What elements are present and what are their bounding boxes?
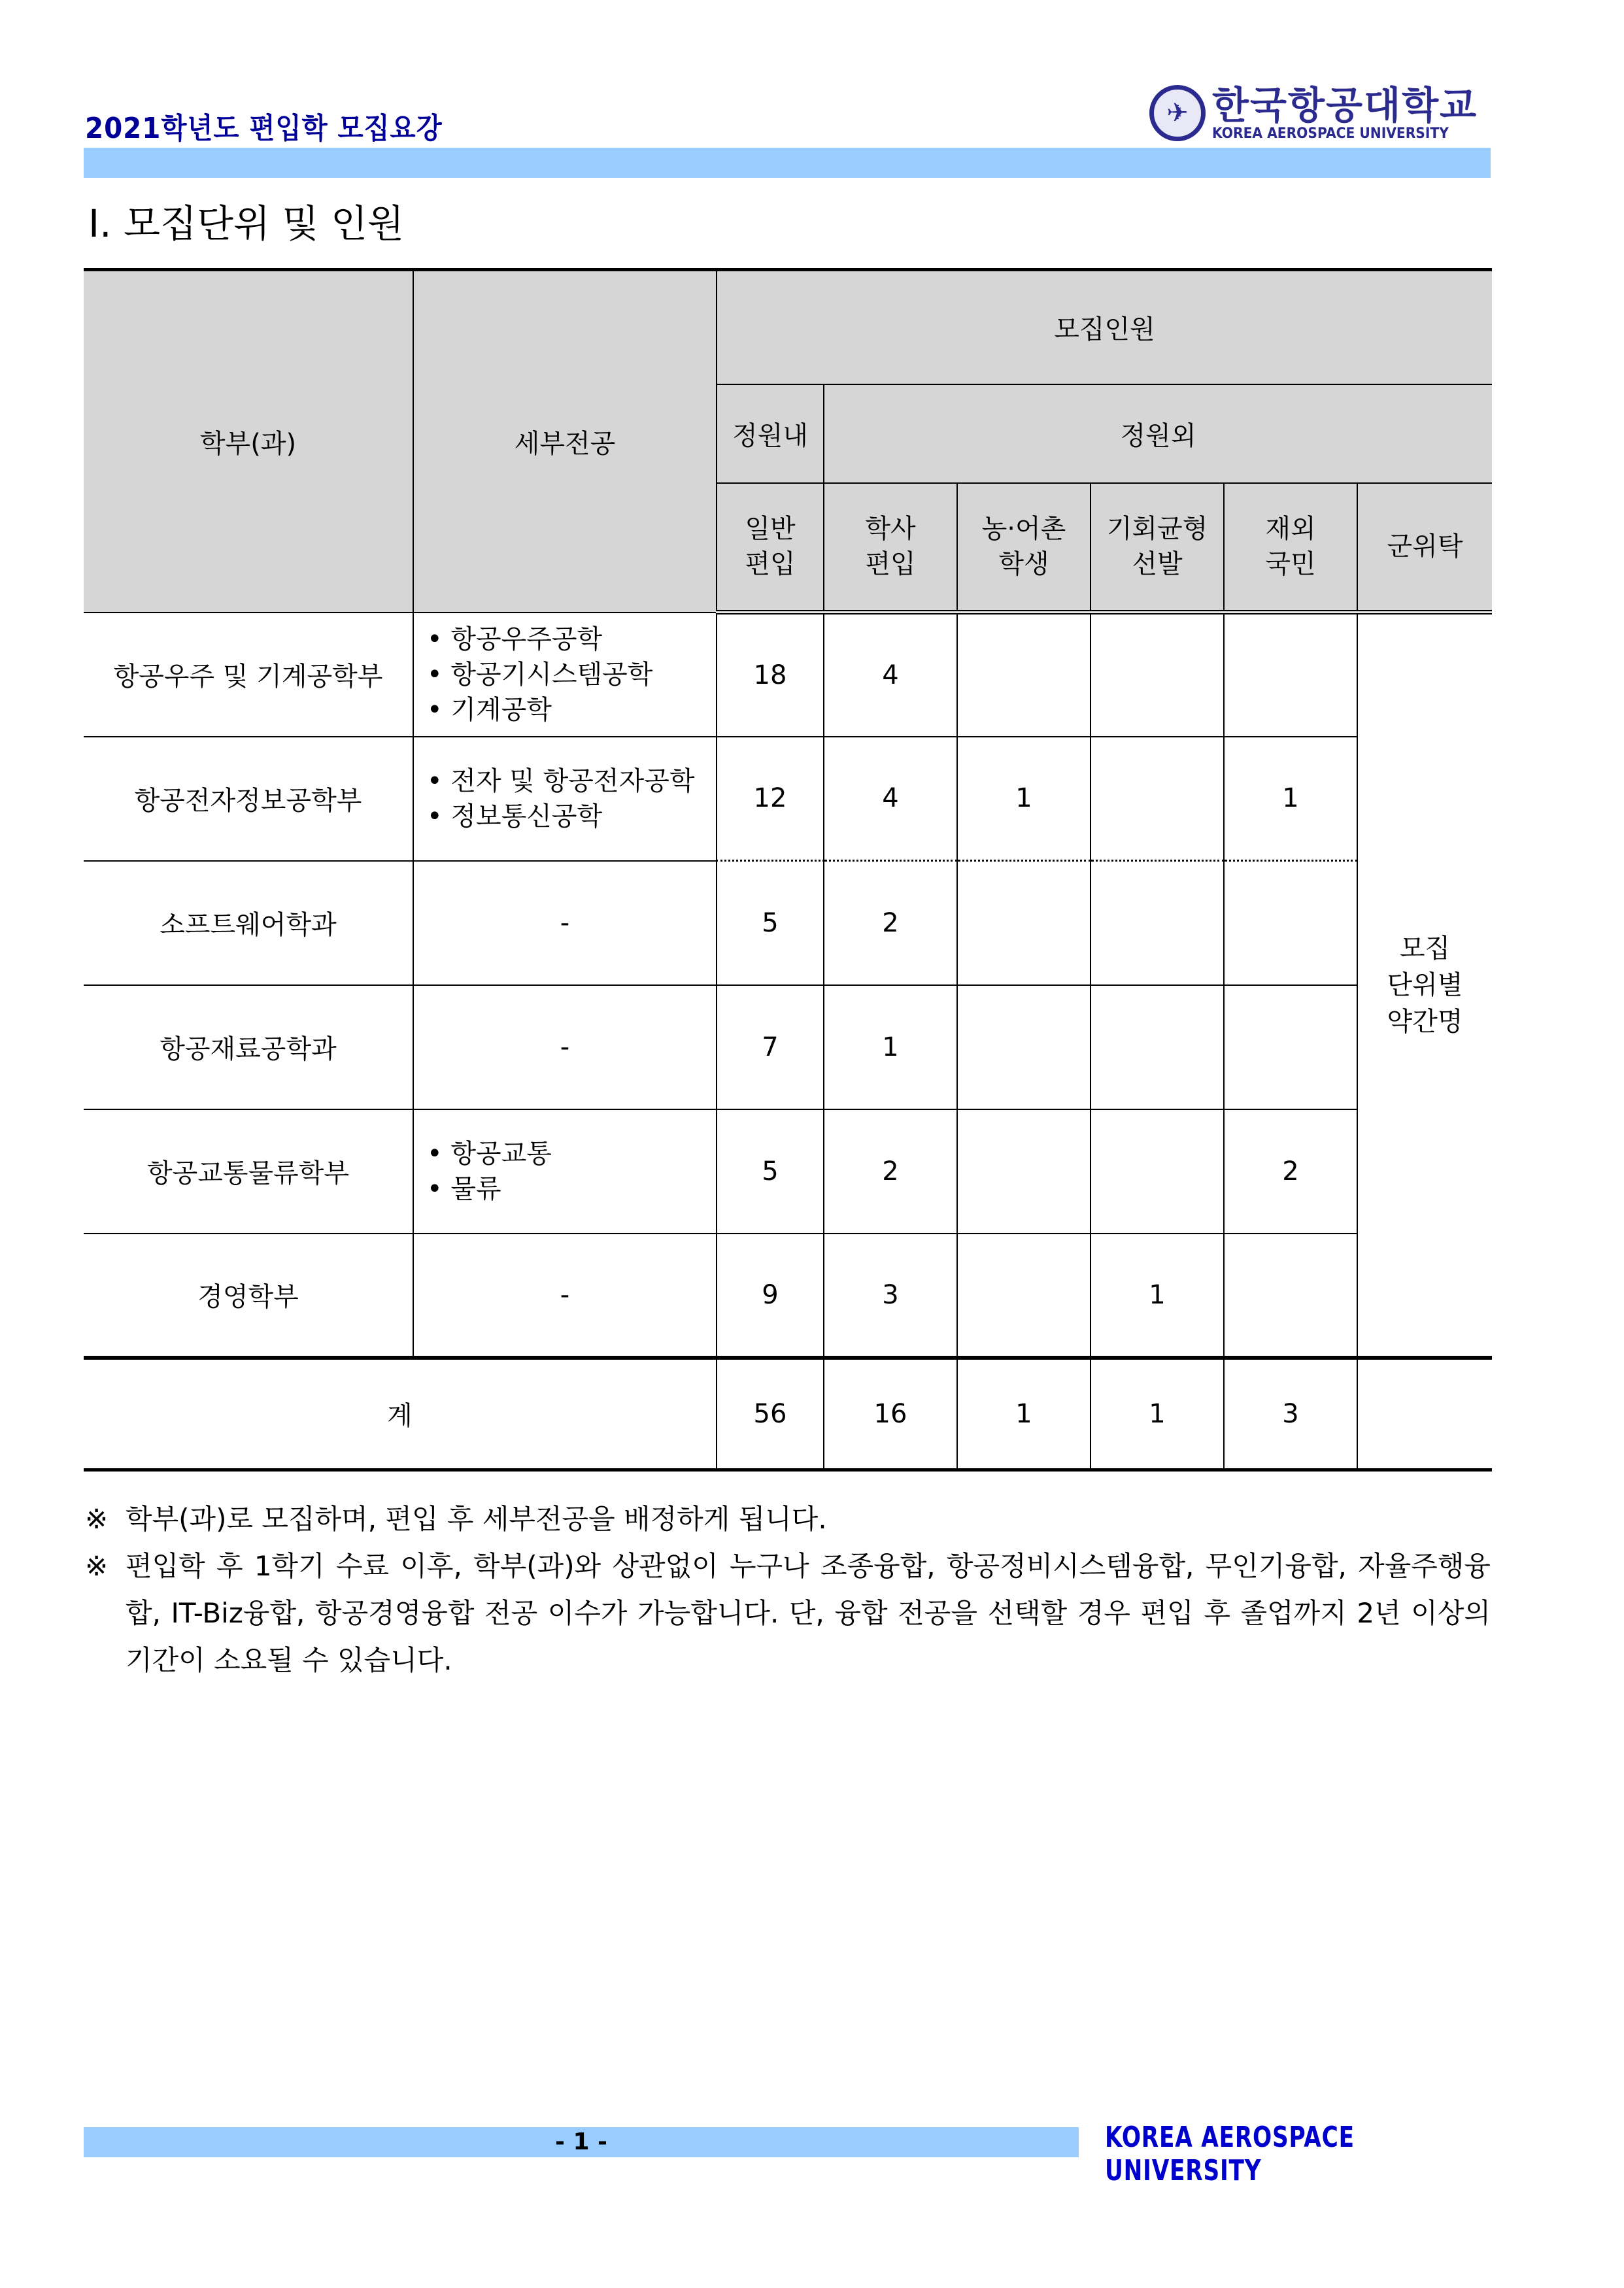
overseas-count: 1 bbox=[1224, 737, 1357, 861]
header-rural-student: 농·어촌 학생 bbox=[957, 483, 1091, 613]
header-bar bbox=[84, 148, 1491, 178]
total-general: 56 bbox=[717, 1358, 824, 1470]
department-name: 항공우주 및 기계공학부 bbox=[84, 613, 413, 737]
major-list bbox=[413, 613, 717, 737]
department-name: 항공재료공학과 bbox=[84, 985, 413, 1109]
total-military bbox=[1357, 1358, 1492, 1470]
table-row bbox=[84, 1234, 1492, 1358]
bachelor-count: 2 bbox=[824, 861, 957, 985]
emblem-icon: ✈ bbox=[1149, 85, 1206, 141]
note-item bbox=[85, 1496, 1491, 1543]
major-item: • 정보통신공학 bbox=[427, 799, 716, 834]
header-overseas-korean: 재외 국민 bbox=[1224, 483, 1357, 613]
rural-count: 1 bbox=[957, 737, 1091, 861]
total-row bbox=[84, 1358, 1492, 1470]
total-bachelor: 16 bbox=[824, 1358, 957, 1470]
logo-korean-name: 한국항공대학교 bbox=[1212, 83, 1478, 127]
note-item bbox=[85, 1543, 1491, 1684]
major-item: • 물류 bbox=[427, 1171, 716, 1207]
header-in-quota: 정원내 bbox=[717, 384, 824, 483]
rural-count bbox=[957, 985, 1091, 1109]
major-item: • 항공교통 bbox=[427, 1136, 716, 1171]
major-none: - bbox=[413, 985, 717, 1109]
total-equal: 1 bbox=[1091, 1358, 1224, 1470]
table-row bbox=[84, 613, 1492, 737]
overseas-count: 2 bbox=[1224, 1109, 1357, 1234]
general-count: 7 bbox=[717, 985, 824, 1109]
major-list bbox=[413, 1109, 717, 1234]
table-row bbox=[84, 861, 1492, 985]
table-row bbox=[84, 737, 1492, 861]
military-note: 모집 단위별 약간명 bbox=[1357, 613, 1492, 1358]
section-title: Ⅰ. 모집단위 및 인원 bbox=[88, 201, 405, 246]
bachelor-count: 4 bbox=[824, 613, 957, 737]
major-none: - bbox=[413, 861, 717, 985]
overseas-count bbox=[1224, 861, 1357, 985]
reference-mark: ※ bbox=[85, 1550, 109, 1582]
recruitment-table bbox=[84, 268, 1492, 1472]
rural-count bbox=[957, 1234, 1091, 1358]
total-rural: 1 bbox=[957, 1358, 1091, 1470]
note-text: 학부(과)로 모집하며, 편입 후 세부전공을 배정하게 됩니다. bbox=[126, 1503, 827, 1535]
department-name: 소프트웨어학과 bbox=[84, 861, 413, 985]
notes bbox=[85, 1496, 1491, 1684]
major-item: • 항공우주공학 bbox=[427, 622, 716, 657]
header-major: 세부전공 bbox=[413, 270, 717, 613]
reference-mark: ※ bbox=[85, 1503, 109, 1535]
department-name: 경영학부 bbox=[84, 1234, 413, 1358]
document-title: 2021학년도 편입학 모집요강 bbox=[85, 112, 443, 145]
bachelor-count: 1 bbox=[824, 985, 957, 1109]
university-logo bbox=[1149, 77, 1478, 149]
general-count: 9 bbox=[717, 1234, 824, 1358]
equal-count bbox=[1091, 1109, 1224, 1234]
rural-count bbox=[957, 861, 1091, 985]
major-none: - bbox=[413, 1234, 717, 1358]
major-item: • 항공기시스템공학 bbox=[427, 657, 716, 692]
department-name: 항공전자정보공학부 bbox=[84, 737, 413, 861]
rural-count bbox=[957, 613, 1091, 737]
overseas-count bbox=[1224, 985, 1357, 1109]
header-equal-opportunity: 기회균형 선발 bbox=[1091, 483, 1224, 613]
header-recruit: 모집인원 bbox=[717, 270, 1492, 384]
equal-count bbox=[1091, 985, 1224, 1109]
header-department: 학부(과) bbox=[84, 270, 413, 613]
bachelor-count: 2 bbox=[824, 1109, 957, 1234]
header-bachelor-transfer: 학사 편입 bbox=[824, 483, 957, 613]
general-count: 5 bbox=[717, 1109, 824, 1234]
general-count: 18 bbox=[717, 613, 824, 737]
equal-count bbox=[1091, 861, 1224, 985]
table-row bbox=[84, 1109, 1492, 1234]
header-out-quota: 정원외 bbox=[824, 384, 1492, 483]
overseas-count bbox=[1224, 613, 1357, 737]
major-list bbox=[413, 737, 717, 861]
major-item: • 전자 및 항공전자공학 bbox=[427, 764, 716, 799]
major-item: • 기계공학 bbox=[427, 692, 716, 728]
rural-count bbox=[957, 1109, 1091, 1234]
page-number: - 1 - bbox=[555, 2128, 607, 2155]
equal-count bbox=[1091, 613, 1224, 737]
total-overseas: 3 bbox=[1224, 1358, 1357, 1470]
header-general-transfer: 일반 편입 bbox=[717, 483, 824, 613]
general-count: 12 bbox=[717, 737, 824, 861]
department-name: 항공교통물류학부 bbox=[84, 1109, 413, 1234]
bachelor-count: 3 bbox=[824, 1234, 957, 1358]
footer-university-name: KOREA AEROSPACE UNIVERSITY bbox=[1105, 2121, 1355, 2187]
equal-count: 1 bbox=[1091, 1234, 1224, 1358]
note-text: 편입학 후 1학기 수료 이후, 학부(과)와 상관없이 누구나 조종융합, 항공정비시스템융합, 무인기융합, 자율주행융합, IT-Biz융합, 항공경영융합 전공 이수가 가능합니다. 단, 융합 전공을 선택할 경우 편입 후 졸업까지 2년 이상의 기간이 소요될 수 있습니다. bbox=[126, 1550, 1491, 1676]
equal-count bbox=[1091, 737, 1224, 861]
general-count: 5 bbox=[717, 861, 824, 985]
header-military-commission: 군위탁 bbox=[1357, 483, 1492, 613]
bachelor-count: 4 bbox=[824, 737, 957, 861]
logo-english-name: KOREA AEROSPACE UNIVERSITY bbox=[1212, 126, 1449, 142]
overseas-count bbox=[1224, 1234, 1357, 1358]
table-row bbox=[84, 985, 1492, 1109]
total-label: 계 bbox=[84, 1358, 717, 1470]
